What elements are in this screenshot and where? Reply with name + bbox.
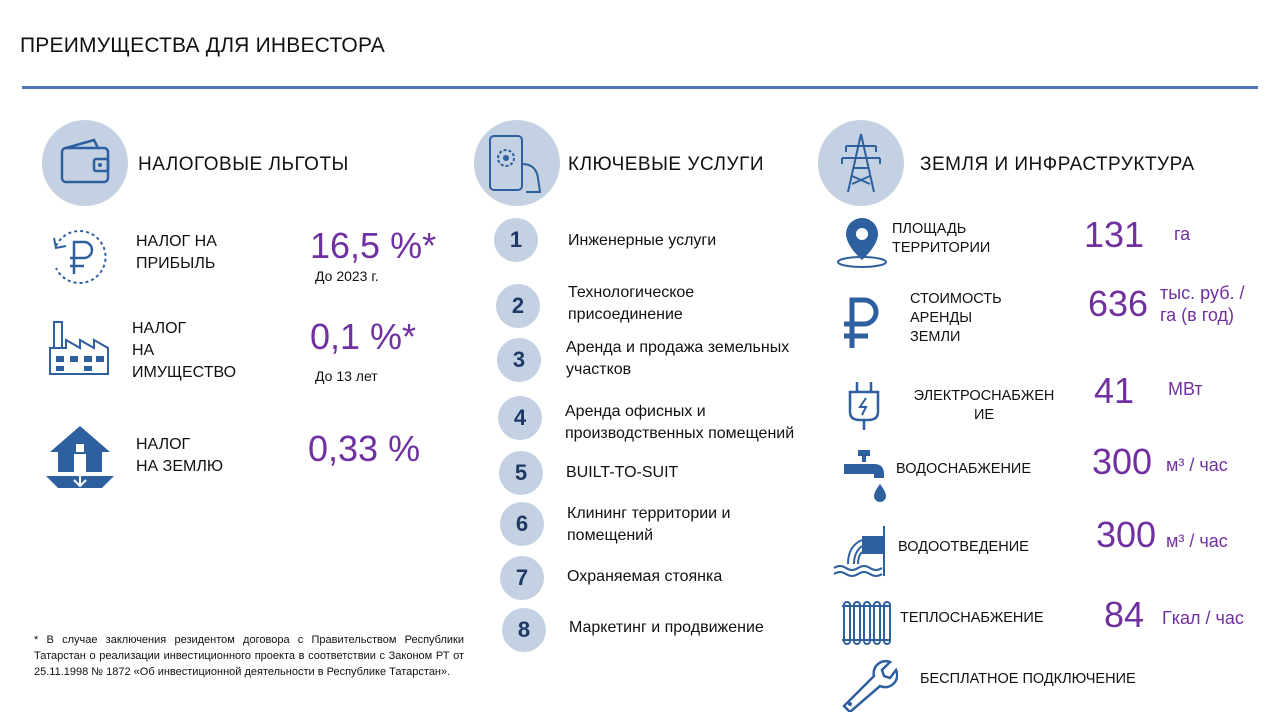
- service-item: Клининг территории и помещений: [567, 505, 731, 544]
- service-number: 3: [497, 338, 541, 382]
- land-heading: ЗЕМЛЯ И ИНФРАСТРУКТУРА: [920, 154, 1195, 175]
- footnote: * В случае заключения резидентом договора с Правительством Республики Татарстан о реализации инвестиционного проекта в соответствии с Законом РТ от 25.11.1998 № 1872 «Об инвестиционной деятельности в Республике Татарстан».: [34, 634, 464, 678]
- tax-label-land: НАЛОГ НА ЗЕМЛЮ: [136, 436, 223, 475]
- land-unit-area: га: [1174, 224, 1191, 244]
- land-value-power: 41: [1094, 370, 1135, 411]
- water-tap-icon: [840, 446, 890, 509]
- service-number: 1: [494, 218, 538, 262]
- ruble-cycle-icon: [44, 222, 114, 297]
- wallet-icon: [42, 120, 128, 206]
- land-value-sewer: 300: [1096, 514, 1157, 555]
- service-number: 7: [500, 556, 544, 600]
- land-label-rent: СТОИМОСТЬ АРЕНДЫ ЗЕМЛИ: [910, 291, 1002, 345]
- land-label-water: ВОДОСНАБЖЕНИЕ: [896, 461, 1032, 477]
- tax-value-land: 0,33 %: [308, 428, 421, 469]
- land-value-heat: 84: [1104, 594, 1145, 635]
- service-item: Охраняемая стоянка: [567, 568, 723, 585]
- land-label-sewer: ВОДООТВЕДЕНИЕ: [898, 539, 1029, 555]
- phone-gear-icon: [474, 120, 560, 206]
- land-label-heat: ТЕПЛОСНАБЖЕНИЕ: [900, 610, 1044, 626]
- page-title: ПРЕИМУЩЕСТВА ДЛЯ ИНВЕСТОРА: [20, 34, 385, 57]
- service-item: Маркетинг и продвижение: [569, 619, 764, 636]
- wrench-icon: [838, 656, 898, 717]
- tax-label-profit: НАЛОГ НА ПРИБЫЛЬ: [136, 233, 217, 272]
- land-value-area: 131: [1084, 214, 1145, 255]
- land-unit-heat: Гкал / час: [1162, 608, 1244, 628]
- power-plug-icon: [844, 378, 884, 439]
- house-land-icon: [42, 422, 118, 495]
- land-label-free-connection: БЕСПЛАТНОЕ ПОДКЛЮЧЕНИЕ: [920, 671, 1136, 687]
- ruble-icon: [836, 292, 884, 357]
- services-heading: КЛЮЧЕВЫЕ УСЛУГИ: [568, 154, 765, 175]
- location-pin-icon: [834, 214, 890, 275]
- service-number: 2: [496, 284, 540, 328]
- land-value-water: 300: [1092, 441, 1153, 482]
- service-number: 6: [500, 502, 544, 546]
- radiator-icon: [838, 598, 894, 653]
- service-number: 5: [499, 451, 543, 495]
- tax-label-property: НАЛОГ НА ИМУЩЕСТВО: [132, 320, 237, 381]
- service-item: Аренда офисных и производственных помещений: [565, 403, 795, 442]
- service-item: BUILT-TO-SUIT: [566, 464, 679, 481]
- factory-icon: [46, 318, 112, 383]
- service-item: Аренда и продажа земельных участков: [566, 339, 790, 378]
- service-item: Инженерные услуги: [568, 232, 717, 249]
- tax-value-property: 0,1 %*: [310, 316, 417, 357]
- land-label-area: ПЛОЩАДЬ ТЕРРИТОРИИ: [892, 221, 991, 256]
- land-unit-sewer: м³ / час: [1166, 531, 1228, 551]
- power-tower-icon: [818, 120, 904, 206]
- land-value-rent: 636: [1088, 283, 1149, 324]
- tax-value-profit: 16,5 %*: [310, 225, 437, 266]
- land-unit-water: м³ / час: [1166, 455, 1228, 475]
- drain-pipe-icon: [832, 524, 888, 585]
- service-item: Технологическое присоединение: [568, 284, 695, 323]
- title-divider: [22, 86, 1258, 89]
- tax-heading: НАЛОГОВЫЕ ЛЬГОТЫ: [138, 154, 349, 175]
- tax-note-property: До 13 лет: [315, 368, 378, 384]
- land-unit-power: МВт: [1168, 379, 1203, 399]
- service-number: 4: [498, 396, 542, 440]
- land-label-power: ЭЛЕКТРОСНАБЖЕН ИЕ: [913, 388, 1055, 423]
- land-unit-rent: тыс. руб. / га (в год): [1160, 283, 1245, 325]
- tax-note-profit: До 2023 г.: [315, 268, 379, 284]
- service-number: 8: [502, 608, 546, 652]
